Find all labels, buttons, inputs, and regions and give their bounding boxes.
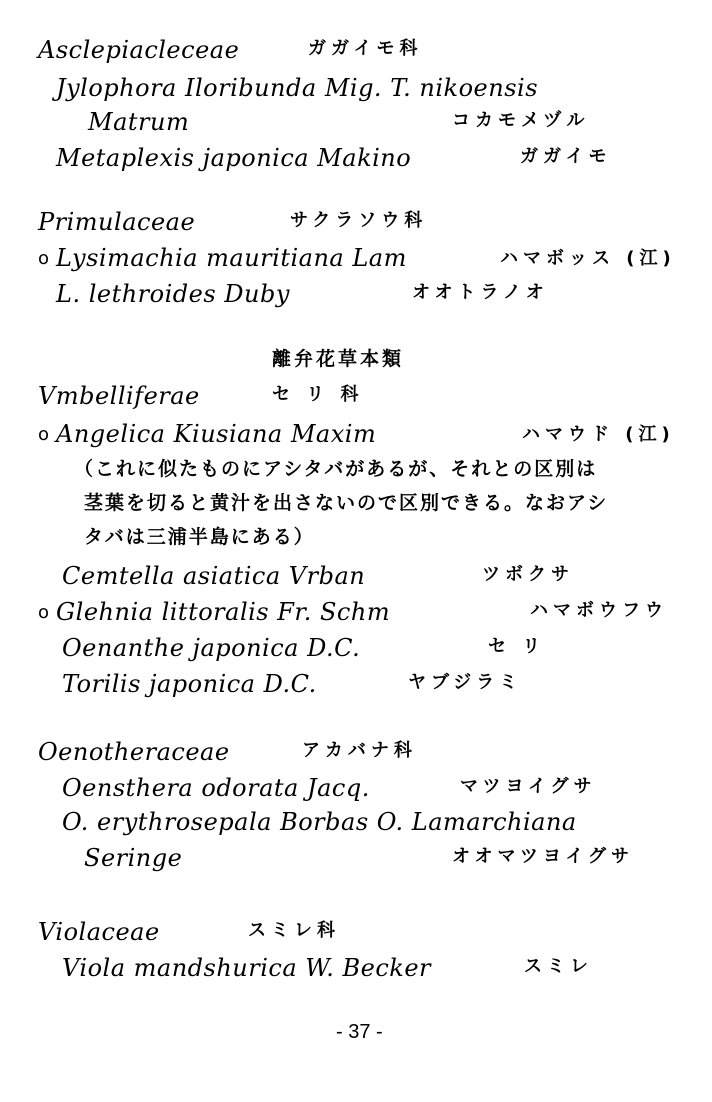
entry-latin-cemtella: Cemtella asiatica Vrban xyxy=(62,562,366,590)
marker-lysimachia: o xyxy=(38,248,50,269)
family-latin-asclepiadaceae: Asclepiacleceae xyxy=(38,36,240,64)
entry-japanese-seringe: オオマツヨイグサ xyxy=(452,846,635,867)
entry-japanese-cemtella: ツボクサ xyxy=(482,564,574,585)
family-japanese-primulaceae: サクラソウ科 xyxy=(290,210,428,231)
family-latin-primulaceae: Primulaceae xyxy=(38,208,196,236)
entry-japanese-torilis: ヤブジラミ xyxy=(408,672,523,693)
entry-latin-oenanthe: Oenanthe japonica D.C. xyxy=(62,634,361,662)
entry-latin-angelica: Angelica Kiusiana Maxim xyxy=(56,420,377,448)
entry-latin-erythrosepala: O. erythrosepala Borbas O. Lamarchiana xyxy=(62,808,577,836)
section-heading: 離弁花草本類 xyxy=(272,348,405,370)
entry-latin-viola: Viola mandshurica W. Becker xyxy=(62,954,432,982)
entry-latin-tylophora: Jylophora Iloribunda Mig. T. nikoensis xyxy=(56,74,539,102)
family-latin-violaceae: Violaceae xyxy=(38,918,160,946)
family-japanese-violaceae: スミレ科 xyxy=(248,920,340,941)
entry-latin-lysimachia: Lysimachia mauritiana Lam xyxy=(56,244,407,272)
family-latin-umbelliferae: Vmbelliferae xyxy=(38,382,200,410)
entry-japanese-lethroides: オオトラノオ xyxy=(412,282,549,303)
entry-latin-metaplexis: Metaplexis japonica Makino xyxy=(56,144,412,172)
marker-glehnia: o xyxy=(38,602,50,623)
entry-japanese-oenanthe: セ リ xyxy=(488,636,546,657)
family-japanese-umbelliferae: セ リ 科 xyxy=(272,384,364,405)
marker-angelica: o xyxy=(38,424,50,445)
family-japanese-asclepiadaceae: ガガイモ科 xyxy=(308,38,423,59)
entry-latin-torilis: Torilis japonica D.C. xyxy=(62,670,317,698)
entry-japanese-glehnia: ハマボウフウ xyxy=(530,600,668,621)
entry-latin-glehnia: Glehnia littoralis Fr. Schm xyxy=(56,598,391,626)
entry-japanese-matrum: コカモメヅル xyxy=(452,110,590,131)
family-latin-oenotheraceae: Oenotheraceae xyxy=(38,738,230,766)
entry-japanese-angelica: ハマウド (江) xyxy=(522,424,675,445)
entry-japanese-metaplexis: ガガイモ xyxy=(520,146,612,167)
entry-japanese-lysimachia: ハマボッス (江) xyxy=(500,248,676,269)
angelica-note-line: タバは三浦半島にある） xyxy=(84,526,315,548)
entry-japanese-oensthera: マツヨイグサ xyxy=(460,776,597,797)
entry-latin-lethroides: L. lethroides Duby xyxy=(56,280,290,308)
angelica-note-line: （これに似たものにアシタバがあるが、それとの区別は xyxy=(74,458,598,480)
angelica-note-line: 茎葉を切ると黄汁を出さないので区別できる。なおアシ xyxy=(84,492,609,514)
entry-latin-seringe: Seringe xyxy=(84,844,183,872)
entry-latin-matrum: Matrum xyxy=(88,108,190,136)
entry-japanese-viola: スミレ xyxy=(524,956,593,977)
entry-latin-oensthera: Oensthera odorata Jacq. xyxy=(62,774,370,802)
family-japanese-oenotheraceae: アカバナ科 xyxy=(302,740,417,761)
page-number: - 37 - xyxy=(336,1021,383,1043)
